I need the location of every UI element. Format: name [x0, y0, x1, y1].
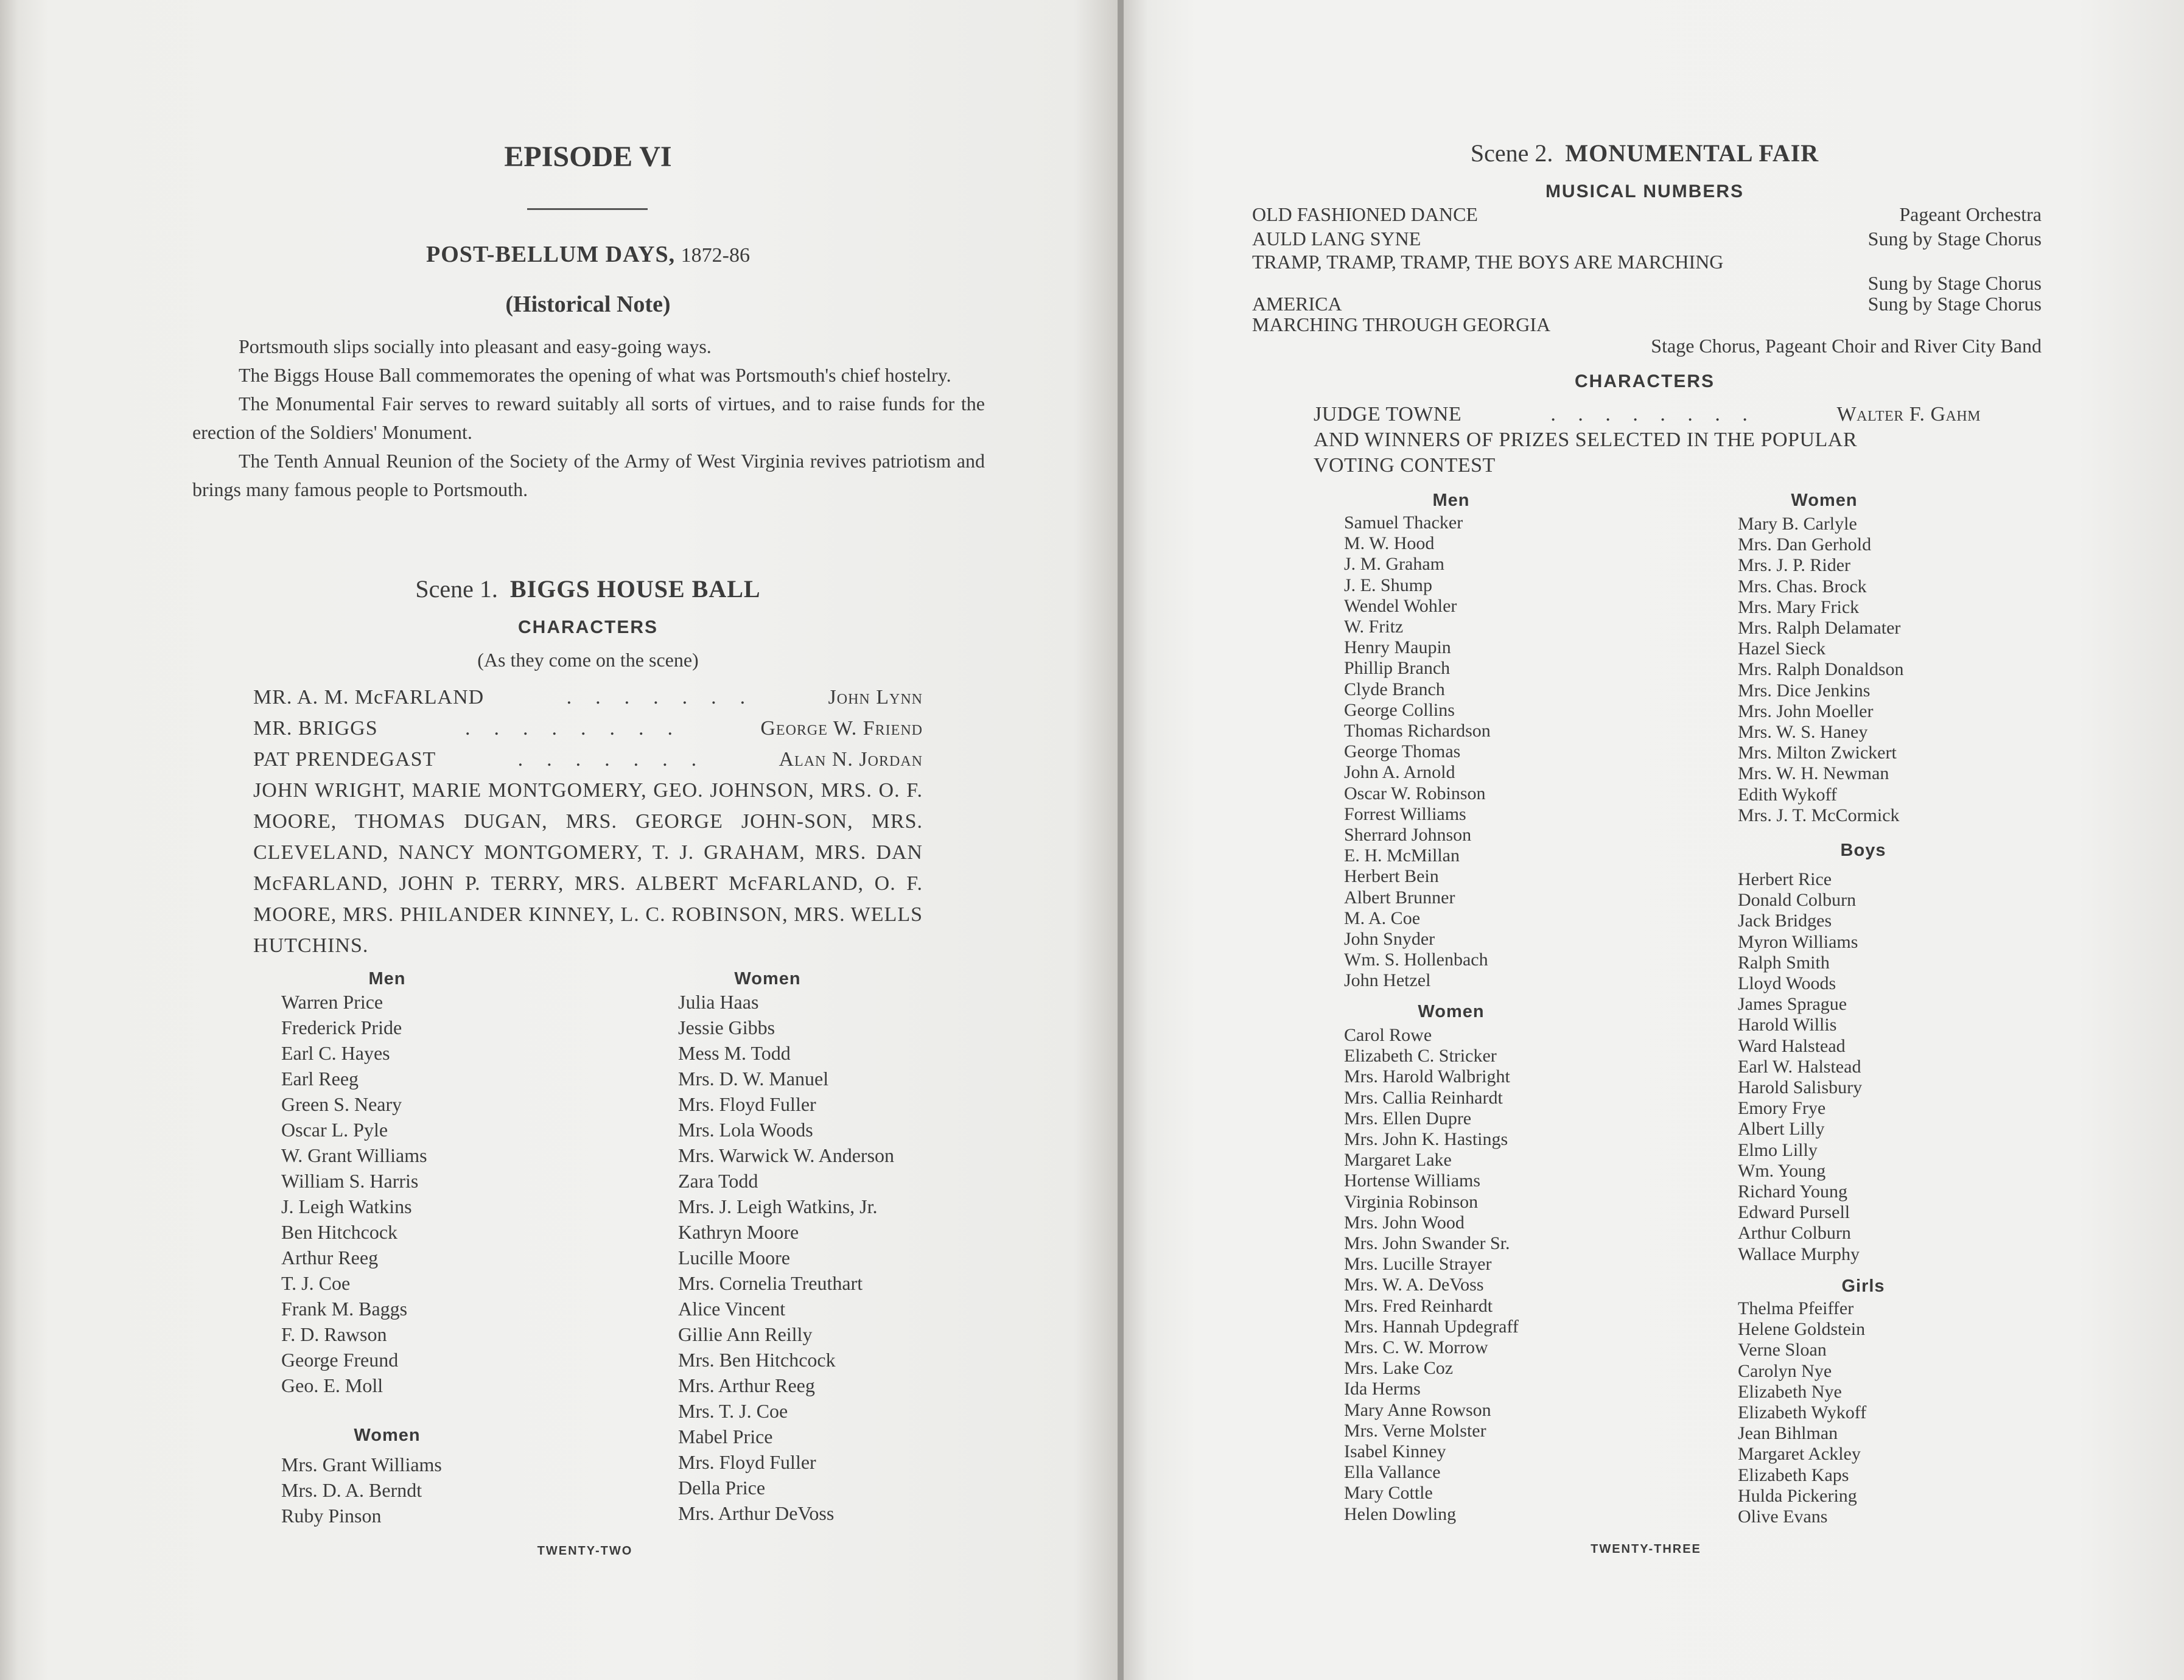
girls-heading: Girls — [1841, 1276, 1885, 1296]
music-item — [1252, 202, 2042, 226]
list-item: Mrs. Ben Hitchcock — [678, 1349, 836, 1371]
music-performer: Pageant Orchestra — [1899, 203, 2042, 225]
list-item: Della Price — [678, 1477, 766, 1499]
list-item: Mrs. Cornelia Treuthart — [678, 1272, 863, 1294]
list-item: Mrs. Hannah Updegraff — [1344, 1316, 1519, 1337]
list-item: Mary B. Carlyle — [1738, 514, 1857, 534]
note-paragraph: Portsmouth slips socially into pleasant and easy-going ways. — [239, 335, 712, 357]
historical-note — [192, 332, 985, 504]
musical-numbers — [1252, 202, 2042, 357]
list-item: John Snyder — [1344, 929, 1435, 950]
list-item: Ruby Pinson — [281, 1505, 382, 1527]
list-item: Mrs. Chas. Brock — [1738, 576, 1867, 597]
episode-title: EPISODE VI — [504, 141, 672, 173]
period-title: POST-BELLUM DAYS, — [426, 242, 676, 267]
list-item: Mrs. J. P. Rider — [1738, 555, 1851, 576]
list-item: Donald Colburn — [1738, 890, 1857, 911]
title-rule — [527, 208, 648, 210]
list-item: Earl C. Hayes — [281, 1042, 390, 1064]
list-item: Kathryn Moore — [678, 1221, 799, 1243]
list-item: Mrs. Grant Williams — [281, 1454, 442, 1475]
role: JUDGE TOWNE — [1314, 403, 1462, 425]
list-item: Alice Vincent — [678, 1298, 786, 1320]
cast-line — [253, 713, 923, 744]
list-item: William S. Harris — [281, 1170, 419, 1192]
list-item: Geo. E. Moll — [281, 1374, 383, 1396]
list-item: Mrs. T. J. Coe — [678, 1400, 788, 1422]
music-item — [1252, 314, 2042, 357]
list-item: Mrs. D. A. Berndt — [281, 1479, 422, 1501]
women-list — [1738, 514, 1904, 826]
list-item: W. Fritz — [1344, 617, 1404, 637]
list-item: Elizabeth Nye — [1738, 1381, 1842, 1402]
list-item: Zara Todd — [678, 1170, 758, 1192]
cast-list — [253, 682, 923, 961]
role: PAT PRENDEGAST — [253, 748, 436, 771]
list-item: J. M. Graham — [1344, 554, 1444, 575]
women-heading-2: Women — [1418, 1002, 1485, 1021]
list-item: Thomas Richardson — [1344, 721, 1491, 741]
list-item: Mrs. D. W. Manuel — [678, 1068, 829, 1090]
list-item: Green S. Neary — [281, 1093, 402, 1115]
list-item: Mrs. Floyd Fuller — [678, 1451, 816, 1473]
scene-label: Scene 1. — [415, 575, 498, 603]
music-title: OLD FASHIONED DANCE — [1252, 203, 1478, 225]
boys-list — [1738, 869, 1862, 1265]
list-item: Helene Goldstein — [1738, 1319, 1866, 1340]
list-item: Mrs. J. Leigh Watkins, Jr. — [678, 1195, 878, 1217]
list-item: Margaret Lake — [1344, 1150, 1452, 1171]
list-item: Samuel Thacker — [1344, 513, 1463, 533]
women-heading: Women — [1791, 491, 1858, 510]
right-page — [1124, 0, 2184, 1680]
list-item: Albert Brunner — [1344, 887, 1455, 908]
music-item — [1252, 293, 2042, 314]
ensemble-list: JOHN WRIGHT, MARIE MONTGOMERY, GEO. JOHNSON, MRS. O. F. MOORE, THOMAS DUGAN, MRS. GEORGE JOHN-SON, MRS. CLEVELAND, NANCY MONTGOMERY, T. J. GRAHAM, MRS. DAN McFARLAND, JOHN P. TERRY, MRS. ALBERT McFARLAND, O. F. MOORE, MRS. PHILANDER KINNEY, L. C. ROBINSON, MRS. WELLS HUTCHINS. — [253, 779, 923, 957]
list-item: Jack Bridges — [1738, 911, 1832, 931]
list-item: Arthur Colburn — [1738, 1223, 1851, 1244]
list-item: Mrs. Fred Reinhardt — [1344, 1295, 1493, 1316]
scene-title: BIGGS HOUSE BALL — [509, 575, 761, 603]
list-item: Wallace Murphy — [1738, 1244, 1860, 1264]
list-item: Jean Bihlman — [1738, 1423, 1838, 1444]
note-paragraph: The Monumental Fair serves to reward suitably all sorts of virtues, and to raise funds for the erection of the Soldiers' Monument. — [192, 393, 985, 443]
list-item: Mabel Price — [678, 1426, 773, 1447]
list-item: Carol Rowe — [1344, 1025, 1432, 1045]
men-list — [1344, 513, 1491, 992]
list-item: Mary Anne Rowson — [1344, 1399, 1491, 1420]
list-item: Edith Wykoff — [1738, 784, 1837, 805]
characters-heading: CHARACTERS — [1575, 371, 1715, 391]
list-item: Elizabeth Wykoff — [1738, 1402, 1867, 1423]
list-item: F. D. Rawson — [281, 1323, 387, 1345]
music-title: MARCHING THROUGH GEORGIA — [1252, 313, 1551, 335]
list-item: John Hetzel — [1344, 970, 1431, 991]
list-item: Lucille Moore — [678, 1247, 790, 1269]
music-performer: Sung by Stage Chorus — [1867, 272, 2042, 294]
historical-note-title: (Historical Note) — [505, 292, 671, 317]
list-item: Isabel Kinney — [1344, 1441, 1446, 1462]
list-item: J. Leigh Watkins — [281, 1195, 412, 1217]
musical-numbers-heading: MUSICAL NUMBERS — [1545, 181, 1745, 201]
list-item: Mary Cottle — [1344, 1483, 1433, 1503]
list-item: Herbert Rice — [1738, 869, 1832, 889]
list-item: Earl W. Halstead — [1738, 1056, 1861, 1077]
women-list — [678, 989, 894, 1526]
music-title: TRAMP, TRAMP, TRAMP, THE BOYS ARE MARCHING — [1252, 251, 1724, 273]
list-item: Arthur Reeg — [281, 1247, 379, 1269]
list-item: Herbert Bein — [1344, 866, 1439, 887]
cast-line — [1314, 402, 1981, 427]
list-item: Wendel Wohler — [1344, 595, 1457, 616]
list-item: Mrs. John K. Hastings — [1344, 1129, 1508, 1150]
list-item: Mrs. Callia Reinhardt — [1344, 1087, 1503, 1108]
list-item: Oscar W. Robinson — [1344, 783, 1486, 803]
list-item: Julia Haas — [678, 991, 759, 1013]
scene-label: Scene 2. — [1470, 139, 1553, 167]
music-item — [1252, 251, 2042, 293]
list-item: Frank M. Baggs — [281, 1298, 408, 1320]
characters-heading: CHARACTERS — [518, 617, 658, 637]
list-item: Mrs. J. T. McCormick — [1738, 805, 1900, 825]
list-item: W. Grant Williams — [281, 1144, 427, 1166]
leader-dots: . . . . . . . . — [1550, 403, 1748, 425]
list-item: Clyde Branch — [1344, 679, 1445, 699]
list-item: Mrs. Dice Jenkins — [1738, 680, 1871, 701]
list-item: Harold Salisbury — [1738, 1077, 1863, 1098]
boys-heading: Boys — [1840, 841, 1886, 860]
list-item: Ben Hitchcock — [281, 1221, 398, 1243]
list-item: Mrs. Ralph Delamater — [1738, 618, 1901, 639]
list-item: Wm. Young — [1738, 1160, 1826, 1181]
list-item: M. W. Hood — [1344, 533, 1435, 554]
list-item: Mess M. Todd — [678, 1042, 791, 1064]
list-item: Hulda Pickering — [1738, 1485, 1857, 1506]
page-number: TWENTY-TWO — [537, 1544, 633, 1558]
list-item: Mrs. John Swander Sr. — [1344, 1233, 1510, 1254]
list-item: Mrs. Lola Woods — [678, 1119, 813, 1141]
men-list — [281, 989, 427, 1398]
list-item: Warren Price — [281, 991, 383, 1013]
cast-line — [253, 744, 923, 775]
list-item: Forrest Williams — [1344, 803, 1466, 824]
list-item: Mrs. Lucille Strayer — [1344, 1254, 1492, 1275]
list-item: Oscar L. Pyle — [281, 1119, 388, 1141]
list-item: Mrs. Mary Frick — [1738, 597, 1860, 617]
list-item: Mrs. C. W. Morrow — [1344, 1337, 1488, 1358]
list-item: Mrs. Milton Zwickert — [1738, 743, 1897, 763]
music-title: AULD LANG SYNE — [1252, 228, 1421, 250]
actor: Walter F. Gahm — [1836, 403, 1981, 425]
list-item: Mrs. Lake Coz — [1344, 1358, 1454, 1379]
list-item: Hortense Williams — [1344, 1171, 1481, 1191]
list-item: Mrs. Harold Walbright — [1344, 1066, 1510, 1087]
list-item: Mrs. Arthur Reeg — [678, 1374, 815, 1396]
list-item: Ralph Smith — [1738, 952, 1830, 973]
list-item: Edward Pursell — [1738, 1202, 1850, 1223]
list-item: Lloyd Woods — [1738, 973, 1836, 994]
music-item — [1252, 226, 2042, 251]
list-item: Virginia Robinson — [1344, 1191, 1479, 1212]
scene-2-heading — [1471, 139, 1819, 167]
list-item: George Freund — [281, 1349, 399, 1371]
list-item: Mrs. Warwick W. Anderson — [678, 1144, 895, 1166]
list-item: James Sprague — [1738, 994, 1847, 1015]
list-item: Carolyn Nye — [1738, 1360, 1832, 1381]
winners-line: AND WINNERS OF PRIZES SELECTED IN THE POPULAR — [1314, 429, 1858, 451]
list-item: Thelma Pfeiffer — [1738, 1298, 1854, 1318]
note-paragraph: The Tenth Annual Reunion of the Society of the Army of West Virginia revives patriotism and brings many famous people to Portsmouth. — [192, 450, 985, 500]
list-item: T. J. Coe — [281, 1272, 351, 1294]
list-item: Emory Frye — [1738, 1098, 1826, 1119]
list-item: Albert Lilly — [1738, 1119, 1825, 1139]
list-item: Mrs. W. A. DeVoss — [1344, 1275, 1484, 1295]
list-item: Mrs. John Wood — [1344, 1212, 1465, 1233]
list-item: Ella Vallance — [1344, 1462, 1441, 1483]
list-item: Henry Maupin — [1344, 637, 1451, 658]
list-item: Harold Willis — [1738, 1015, 1837, 1035]
leader-dots: . . . . . . . — [566, 686, 746, 709]
leader-dots: . . . . . . . . — [464, 717, 673, 740]
list-item: J. E. Shump — [1344, 575, 1433, 595]
cast-line — [253, 682, 923, 713]
list-item: Richard Young — [1738, 1181, 1848, 1202]
role: MR. A. M. McFARLAND — [253, 686, 485, 709]
list-item: Mrs. Verne Molster — [1344, 1420, 1486, 1441]
list-item: Margaret Ackley — [1738, 1444, 1861, 1465]
actor: George W. Friend — [760, 717, 923, 740]
leader-dots: . . . . . . . — [517, 748, 698, 771]
women-list-2 — [281, 1452, 442, 1528]
men-heading: Men — [368, 969, 406, 989]
list-item: Mrs. John Moeller — [1738, 701, 1874, 721]
list-item: Sherrard Johnson — [1344, 825, 1472, 845]
list-item: Helen Dowling — [1344, 1503, 1457, 1524]
list-item: Gillie Ann Reilly — [678, 1323, 813, 1345]
list-item: Mrs. W. H. Newman — [1738, 763, 1889, 784]
list-item: Jessie Gibbs — [678, 1017, 775, 1038]
list-item: Mrs. Ralph Donaldson — [1738, 659, 1904, 680]
actor: John Lynn — [828, 686, 923, 709]
list-item: Elmo Lilly — [1738, 1139, 1818, 1160]
scene-1-heading — [415, 575, 760, 603]
list-item: Olive Evans — [1738, 1507, 1828, 1527]
list-item: Mrs. Dan Gerhold — [1738, 534, 1872, 555]
list-item: Mrs. Floyd Fuller — [678, 1093, 816, 1115]
period-years: 1872-86 — [681, 244, 750, 267]
women-heading-2: Women — [354, 1426, 421, 1445]
list-item: John A. Arnold — [1344, 762, 1455, 783]
music-performer: Stage Chorus, Pageant Choir and River City Band — [1651, 335, 2042, 357]
list-item: Elizabeth C. Stricker — [1344, 1046, 1497, 1066]
role: MR. BRIGGS — [253, 717, 378, 740]
music-title: AMERICA — [1252, 293, 1342, 315]
page-number: TWENTY-THREE — [1591, 1542, 1701, 1556]
list-item: Mrs. Arthur DeVoss — [678, 1502, 835, 1524]
actor: Alan N. Jordan — [779, 748, 923, 771]
list-item: Verne Sloan — [1738, 1340, 1827, 1360]
list-item: Hazel Sieck — [1738, 639, 1826, 659]
list-item: Elizabeth Kaps — [1738, 1465, 1849, 1485]
list-item: Ida Herms — [1344, 1379, 1421, 1399]
list-item: George Collins — [1344, 699, 1455, 720]
list-item: Mrs. Ellen Dupre — [1344, 1108, 1472, 1129]
list-item: Wm. S. Hollenbach — [1344, 950, 1488, 970]
list-item: M. A. Coe — [1344, 908, 1421, 928]
girls-list — [1738, 1298, 1866, 1527]
scene-title: MONUMENTAL FAIR — [1565, 139, 1819, 167]
women-list-2 — [1344, 1025, 1519, 1525]
list-item: Myron Williams — [1738, 931, 1858, 952]
list-item: Mrs. W. S. Haney — [1738, 722, 1868, 743]
period-heading — [426, 241, 750, 268]
list-item: Frederick Pride — [281, 1017, 402, 1038]
music-performer: Sung by Stage Chorus — [1867, 293, 2042, 315]
winners-line: VOTING CONTEST — [1314, 454, 1496, 477]
women-heading: Women — [734, 969, 801, 989]
men-heading: Men — [1432, 491, 1470, 510]
cast-block — [1314, 402, 1981, 478]
list-item: George Thomas — [1344, 741, 1461, 762]
list-item: Earl Reeg — [281, 1068, 359, 1090]
music-performer: Sung by Stage Chorus — [1867, 228, 2042, 250]
list-item: Ward Halstead — [1738, 1035, 1846, 1056]
note-paragraph: The Biggs House Ball commemorates the opening of what was Portsmouth's chief hostelry. — [239, 364, 951, 386]
order-note: (As they come on the scene) — [477, 649, 699, 671]
list-item: Phillip Branch — [1344, 658, 1451, 679]
list-item: E. H. McMillan — [1344, 845, 1460, 866]
